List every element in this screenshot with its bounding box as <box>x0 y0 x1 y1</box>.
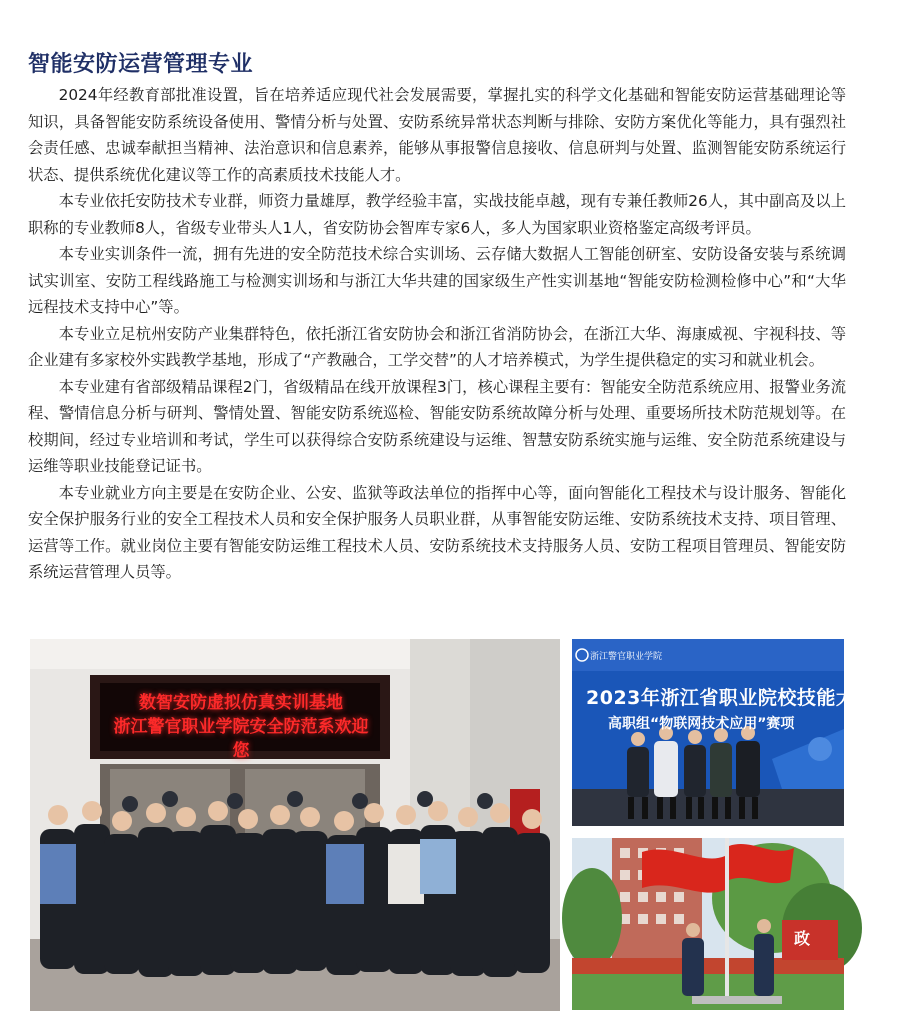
paragraph-industry: 本专业立足杭州安防产业集群特色，依托浙江省安防协会和浙江省消防协会，在浙江大华、海康威视、宇视科技、等企业建有多家校外实践教学基地，形成了“产教融合，工学交替”的人才培养模式，为学生提供稳定的实习和就业机会。 <box>28 324 846 369</box>
led-sign-line-2: 浙江警官职业学院安全防范系欢迎您 <box>113 717 369 761</box>
paragraph-employment: 本专业就业方向主要是在安防企业、公安、监狱等政法单位的指挥中心等，面向智能化工程技术与设计服务、智能化安全保护服务行业的安全工程技术人员和安全保护服务人员职业群，从事智能安防运维、安防系统技术支持、项目管理、运营等工作。就业岗位主要有智能安防运维工程技术人员、安防系统技术支持服务人员、安防工程项目管理员、智能安防系统运营管理人员等。 <box>28 483 846 581</box>
paragraph-faculty: 本专业依托安防技术专业群，师资力量雄厚，教学经验丰富，实战技能卓越，现有专兼任教师26人，其中副高及以上职称的专业教师8人，省级专业带头人1人，省安防协会智库专家6人，多人为国家职业资格鉴定高级考评员。 <box>28 192 846 237</box>
board-character: 政 <box>794 929 811 948</box>
paragraph-courses: 本专业建有省部级精品课程2门，省级精品在线开放课程3门，核心课程主要有：智能安全防范系统应用、报警业务流程、警情信息分析与研判、警情处置、智能安防系统巡检、智能安防系统故障分析与处理、重要场所技术防范规划等。在校期间，经过专业培训和考试，学生可以获得综合安防系统建设与运维、智慧安防系统实施与运维、安全防范系统建设与运维等职业技能登记证书。 <box>28 377 846 475</box>
article-body <box>28 82 846 586</box>
contest-banner-subtitle: 高职组“物联网技术应用”赛项 <box>608 716 795 732</box>
flag-ceremony-photo <box>572 838 844 1010</box>
led-sign-line-1: 数智安防虚拟仿真实训基地 <box>139 693 343 713</box>
contest-banner-title: 2023年浙江省职业院校技能大赛 <box>586 687 875 709</box>
contest-school-name: 浙江警官职业学院 <box>590 652 663 662</box>
paragraph-intro: 2024年经教育部批准设置，旨在培养适应现代社会发展需要，掌握扎实的科学文化基础和智能安防运营基础理论等知识，具备智能安防系统设备使用、警情分析与处置、安防系统异常状态判断与排除、安防方案优化等能力，具有强烈社会责任感、忠诚奉献担当精神、法治意识和信息素养，能够从事报警信息接收、信息研判与处置、监测智能安防系统运行状态、提供系统优化建议等工作的高素质技术技能人才。 <box>28 86 846 184</box>
page-title: 智能安防运营管理专业 <box>28 51 254 77</box>
paragraph-facilities: 本专业实训条件一流，拥有先进的安全防范技术综合实训场、云存储大数据人工智能创研室、安防设备安装与系统调试实训室、安防工程线路施工与检测实训场和与浙江大华共建的国家级生产性实训基地“智能安防检测检修中心”和“大华远程技术支持中心”等。 <box>28 245 846 316</box>
contest-photo <box>572 639 875 826</box>
led-sign <box>110 684 372 761</box>
flag-ceremony-image <box>572 838 844 1010</box>
group-photo <box>30 639 560 1011</box>
